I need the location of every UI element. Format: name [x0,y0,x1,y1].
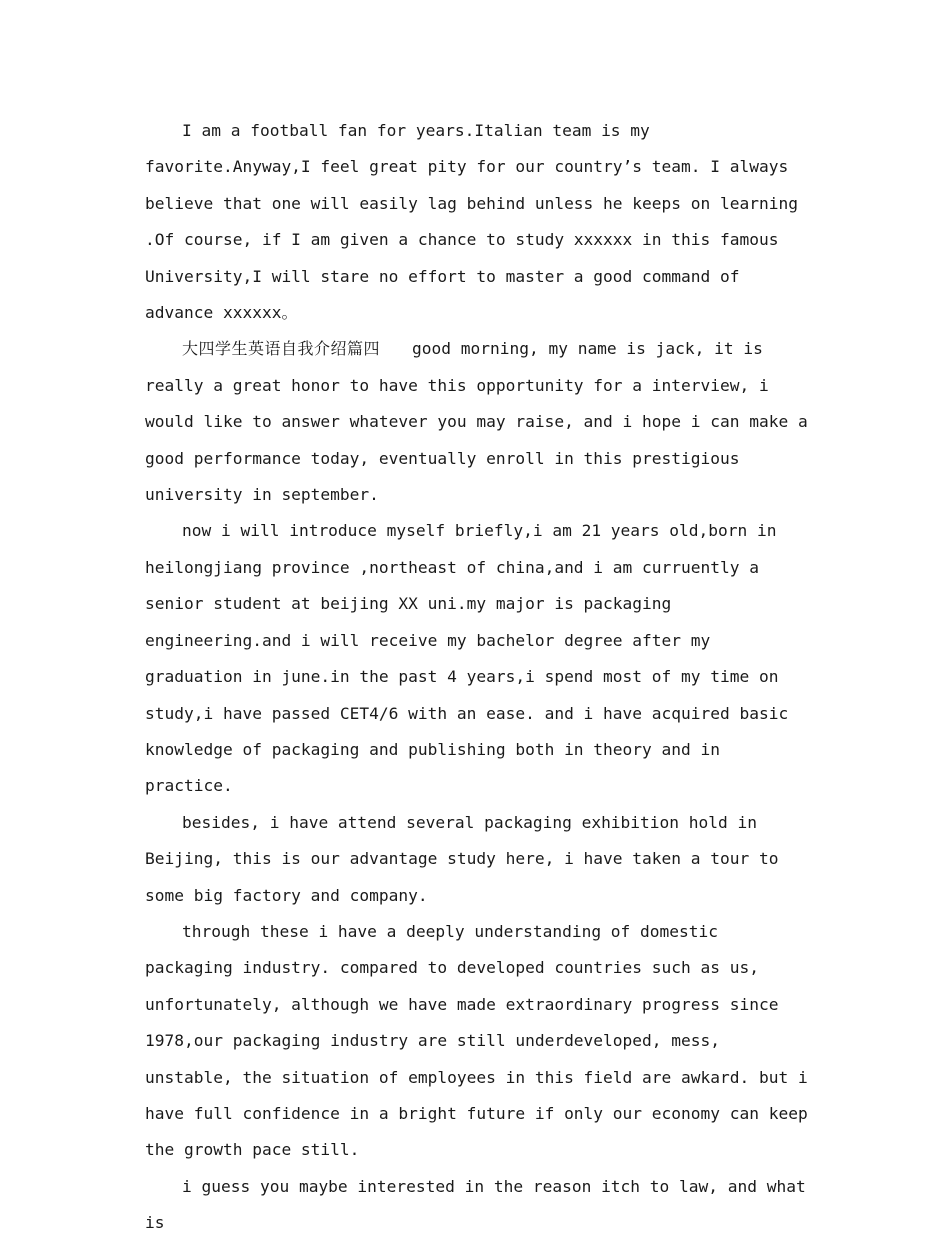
document-body [145,113,810,1242]
paragraph-intro [145,331,810,513]
paragraph-exhibition [145,805,810,914]
paragraph-text: good morning, my name is jack, it is really a great honor to have this opportunity for a interview, i would like to answer whatever you may raise, and i hope i can make a good performance today, eventually enroll in this prestigious university in september. [145,339,808,505]
paragraph-text: I am a football fan for years.Italian team is my favorite.Anyway,I feel great pity for our country’s team. I always believe that one will easily lag behind unless he keeps on learning .Of course, if I am given a chance to study xxxxxx in this famous University,I will stare no effort to master a good command of advance xxxxxx。 [145,121,798,323]
paragraph-reason [145,1169,810,1242]
paragraph-text: through these i have a deeply understanding of domestic packaging industry. compared to developed countries such as us, unfortunately, although we have made extraordinary progress since 1978,our packaging industry are still underdeveloped, mess, unstable, the situation of employees in this field are awkard. but i have full confidence in a bright future if only our economy can keep the growth pace still. [145,921,808,1160]
paragraph-text: now i will introduce myself briefly,i am 21 years old,born in heilongjiang province ,northeast of china,and i am curruently a senior student at beijing XX uni.my major is packaging engineering.and i will receive my bachelor degree after my graduation in june.in the past 4 years,i spend most of my time on study,i have passed CET4/6 with an ease. and i have acquired basic knowledge of packaging and publishing both in theory and in practice. [145,521,789,796]
paragraph-industry [145,914,810,1169]
paragraph-text: besides, i have attend several packaging exhibition hold in Beijing, this is our advantage study here, i have taken a tour to some big factory and company. [145,812,779,905]
section-heading: 大四学生英语自我介绍篇四 [182,339,381,359]
paragraph-football [145,113,810,331]
paragraph-text: i guess you maybe interested in the reason itch to law, and what is [145,1176,806,1233]
paragraph-background [145,513,810,804]
